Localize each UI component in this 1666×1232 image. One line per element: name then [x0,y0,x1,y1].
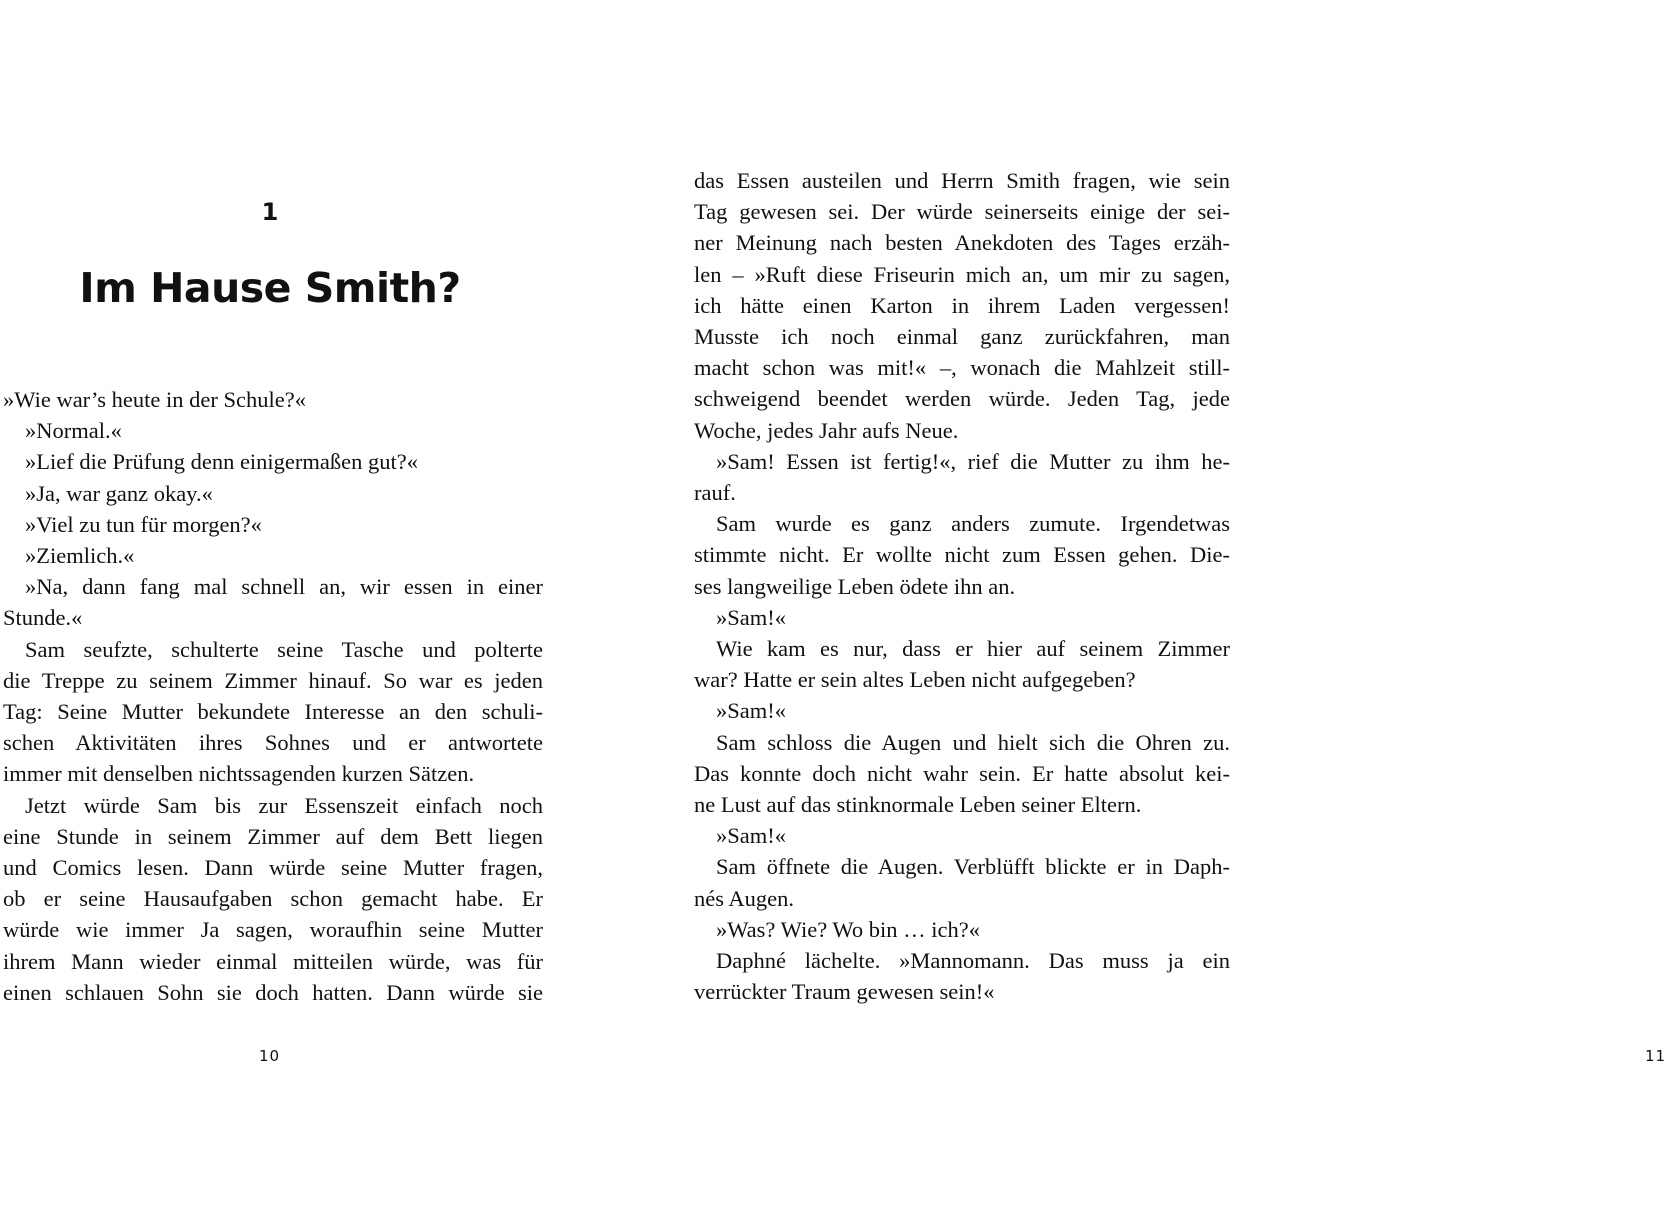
text-line: ihrem Mann wieder einmal mitteilen würde, was für [3,948,543,974]
text-line: ich hätte einen Karton in ihrem Laden vergessen! [694,292,1230,318]
text-line: ses langweilige Leben ödete ihn an. [694,573,1016,599]
page-number-left: 10 [259,1047,281,1065]
text-line: »Sam!« [716,698,786,724]
text-line: len – »Ruft diese Friseurin mich an, um mir zu sagen, [694,261,1230,287]
text-line: macht schon was mit!« –, wonach die Mahlzeit still- [694,355,1230,381]
text-line: Stunde.« [3,605,83,631]
text-line: das Essen austeilen und Herrn Smith fragen, wie sein [694,168,1230,193]
text-line: »Ziemlich.« [25,543,135,568]
text-line: würde wie immer Ja sagen, woraufhin seine Mutter [3,917,543,943]
chapter-title: Im Hause Smith? [79,264,461,312]
text-line: einen schlauen Sohn sie doch hatten. Dann würde sie [3,979,543,1005]
text-line: Sam wurde es ganz anders zumute. Irgendetwas [716,511,1230,537]
text-line: stimmte nicht. Er wollte nicht zum Essen gehen. Die- [694,542,1230,568]
text-line: immer mit denselben nichtssagenden kurzen Sätzen. [3,761,475,787]
text-line: »Na, dann fang mal schnell an, wir essen in einer [25,574,543,600]
text-line: verrückter Traum gewesen sein!« [694,979,995,1005]
text-line: eine Stunde in seinem Zimmer auf dem Bett liegen [3,823,543,849]
text-line: Sam seufzte, schulterte seine Tasche und polterte [25,636,543,662]
text-line: war? Hatte er sein altes Leben nicht aufgegeben? [694,667,1136,693]
text-line: Daphné lächelte. »Mannomann. Das muss ja ein [716,948,1230,973]
text-line: Wie kam es nur, dass er hier auf seinem Zimmer [716,636,1230,661]
text-line: Jetzt würde Sam bis zur Essenszeit einfach noch [25,792,543,818]
text-line: »Wie war’s heute in der Schule?« [3,387,306,412]
text-line: Sam öffnete die Augen. Verblüfft blickte er in Daph- [716,854,1230,880]
text-line: »Was? Wie? Wo bin … ich?« [716,916,980,942]
text-line: Musste ich noch einmal ganz zurückfahren, man [694,324,1230,349]
text-line: schweigend beendet werden würde. Jeden Tag, jede [694,386,1230,412]
text-line: die Treppe zu seinem Zimmer hinauf. So war es jeden [3,667,543,693]
text-line: rauf. [694,480,736,505]
left-page [0,0,560,1232]
text-line: Tag gewesen sei. Der würde seinerseits einige der sei- [694,199,1230,225]
text-line: ne Lust auf das stinknormale Leben seiner Eltern. [694,792,1142,817]
text-line: und Comics lesen. Dann würde seine Mutter fragen, [3,855,543,880]
text-line: Sam schloss die Augen und hielt sich die Ohren zu. [716,729,1230,755]
text-line: Das konnte doch nicht wahr sein. Er hatte absolut kei- [694,760,1230,786]
text-line: nés Augen. [694,885,794,911]
text-line: »Lief die Prüfung denn einigermaßen gut?« [25,449,419,475]
text-line: »Sam!« [716,823,786,849]
text-line: »Sam!« [716,604,786,630]
text-line: »Viel zu tun für morgen?« [25,511,262,537]
text-line: Tag: Seine Mutter bekundete Interesse an den schuli- [3,699,543,724]
text-line: ner Meinung nach besten Anekdoten des Tages erzäh- [694,230,1230,256]
text-line: schen Aktivitäten ihres Sohnes und er antwortete [3,730,543,756]
page-number-right: 11 [1645,1047,1666,1065]
right-page [690,0,1666,1232]
text-line: »Sam! Essen ist fertig!«, rief die Mutter zu ihm he- [716,448,1230,474]
text-line: ob er seine Hausaufgaben schon gemacht habe. Er [3,886,543,912]
text-line: Woche, jedes Jahr aufs Neue. [694,417,959,443]
chapter-number: 1 [261,198,279,226]
text-line: »Normal.« [25,418,122,444]
text-line: »Ja, war ganz okay.« [25,480,213,506]
